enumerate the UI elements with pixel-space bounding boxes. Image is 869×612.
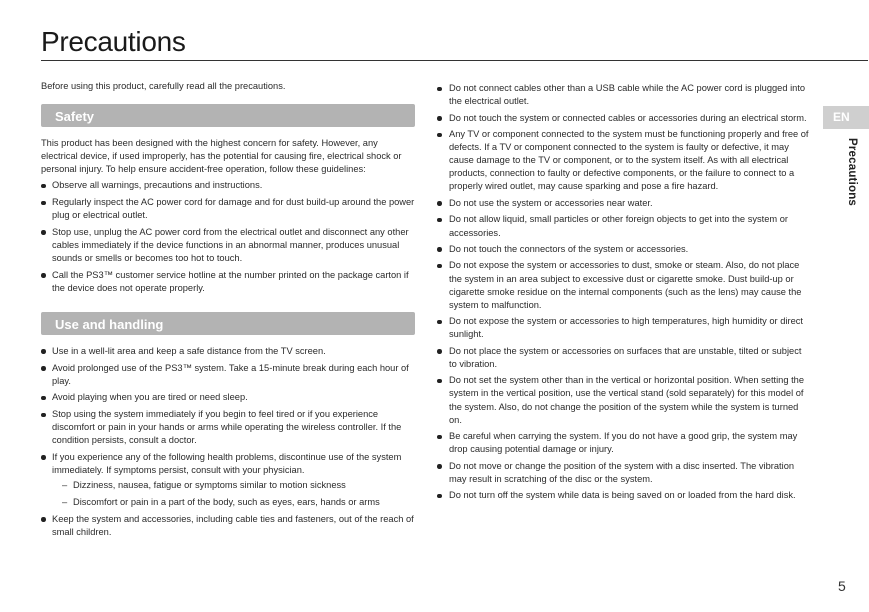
list-item: Do not use the system or accessories near water. (437, 197, 809, 210)
language-tab: EN (823, 106, 869, 129)
list-item: Do not expose the system or accessories to high temperatures, high humidity or direct sunlight. (437, 315, 809, 341)
intro-text: Before using this product, carefully read all the precautions. (41, 81, 286, 91)
right-precautions-list (437, 82, 809, 502)
list-item: Regularly inspect the AC power cord for damage and for dust build-up around the power plug or electrical outlet. (41, 196, 415, 222)
list-item: Observe all warnings, precautions and instructions. (41, 179, 415, 192)
page-number: 5 (838, 578, 846, 594)
list-item: Keep the system and accessories, including cable ties and fasteners, out of the reach of small children. (41, 513, 415, 539)
safety-heading: Safety (41, 104, 415, 127)
title-divider (41, 60, 868, 61)
list-item: Be careful when carrying the system. If you do not have a good grip, the system may drop causing potential damage or injury. (437, 430, 809, 456)
list-item: Stop use, unplug the AC power cord from the electrical outlet and disconnect any other cables immediately if the device functions in an abnormal manner, produces unusual sounds or smells or becomes too hot to touch. (41, 226, 415, 265)
sub-list-item: – Discomfort or pain in a part of the body, such as eyes, ears, hands or arms (52, 496, 415, 509)
safety-list (41, 179, 415, 295)
list-item: Avoid prolonged use of the PS3™ system. Take a 15-minute break during each hour of play. (41, 362, 415, 388)
list-item: Do not set the system other than in the vertical or horizontal position. When setting the system in the vertical position, use the vertical stand (sold separately) for this model of the system. Also, do not change the position of the system while the system is turned on. (437, 374, 809, 426)
page-title: Precautions (41, 26, 186, 57)
list-item: Do not touch the system or connected cables or accessories during an electrical storm. (437, 112, 809, 125)
list-item: Do not move or change the position of the system with a disc inserted. The vibration may result in scratching of the disc or the system. (437, 460, 809, 486)
list-item: Do not expose the system or accessories to dust, smoke or steam. Also, do not place the system in an area subject to excessive dust or cigarette smoke. Dust build-up or cigarette smoke residue on the internal components (such as the lens) may cause the system to malfunction. (437, 259, 809, 311)
list-item: Do not allow liquid, small particles or other foreign objects to get into the system or accessories. (437, 213, 809, 239)
list-item: Do not place the system or accessories on surfaces that are unstable, tilted or subject to vibration. (437, 345, 809, 371)
health-item-text: If you experience any of the following health problems, discontinue use of the system immediately. If symptoms persist, consult with your physician. (52, 451, 402, 476)
sub-list-item: – Dizziness, nausea, fatigue or symptoms similar to motion sickness (52, 479, 415, 492)
list-item: Use in a well-lit area and keep a safe distance from the TV screen. (41, 345, 415, 358)
list-item: Avoid playing when you are tired or need sleep. (41, 391, 415, 404)
list-item: Do not connect cables other than a USB cable while the AC power cord is plugged into the electrical outlet. (437, 82, 809, 108)
section-side-label: Precautions (846, 138, 858, 207)
list-item (41, 451, 415, 509)
health-sublist (52, 479, 415, 509)
list-item: Do not turn off the system while data is being saved on or loaded from the hard disk. (437, 489, 809, 502)
left-column (41, 80, 415, 542)
use-handling-heading: Use and handling (41, 312, 415, 335)
list-item: Call the PS3™ customer service hotline at the number printed on the package carton if the device does not operate properly. (41, 269, 415, 295)
list-item: Do not touch the connectors of the system or accessories. (437, 243, 809, 256)
list-item: Any TV or component connected to the system must be functioning properly and free of defects. If a TV or component connected to the system is faulty or defective, it may cause damage to the TV or component, or to the system itself. As with all electrical products, connection to faulty or defective components, or the failure to connect to a properly wired outlet, may cause sparking and pose a fire hazard. (437, 128, 809, 193)
list-item: Stop using the system immediately if you begin to feel tired or if you experience discomfort or pain in your hands or arms while operating the wireless controller. If the condition persists, consult a doctor. (41, 408, 415, 447)
right-column (437, 82, 809, 506)
safety-lead-text: This product has been designed with the highest concern for safety. However, any electrical device, if used improperly, has the potential for causing fire, electrical shock or personal injury. To help ensure accident-free operation, follow these guidelines: (41, 138, 402, 175)
use-handling-list (41, 345, 415, 539)
